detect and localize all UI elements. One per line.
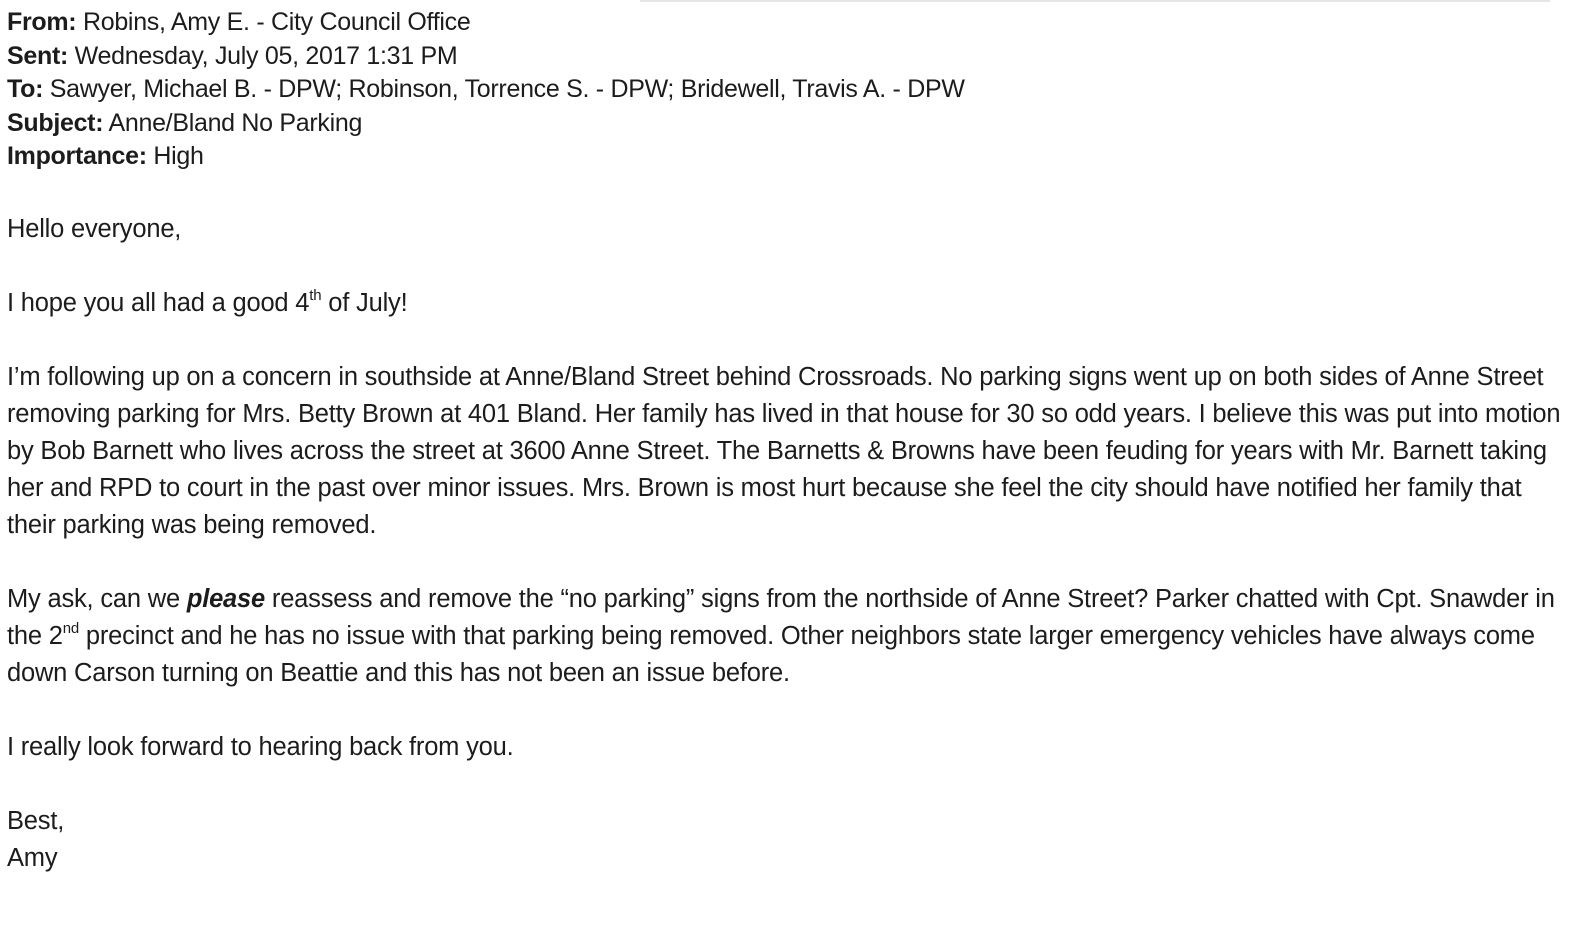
importance-label: Importance: <box>7 142 147 170</box>
from-line <box>7 6 1567 40</box>
paragraph-concern: I’m following up on a concern in southside at Anne/Bland Street behind Crossroads. No parking signs went up on both sides of Anne Street removing parking for Mrs. Betty Brown at 401 Bland. Her family has lived in that house for 30 so odd years. I believe this was put into motion by Bob Barnett who lives across the street at 3600 Anne Street. The Barnetts & Browns have been feuding for years with Mr. Barnett taking her and RPD to court in the past over minor issues. Mrs. Brown is most hurt because she feel the city should have notified her family that their parking was being removed. <box>7 362 1561 539</box>
ordinal-suffix-th: th <box>309 286 322 304</box>
email-body <box>7 211 1567 877</box>
email-header <box>7 6 1567 174</box>
subject-label: Subject: <box>7 108 104 137</box>
emphasis-please: please <box>186 584 266 613</box>
paragraph-holiday-text-a: I hope you all had a good 4 <box>7 288 310 317</box>
email-message <box>7 6 1567 877</box>
sign-off: Best, <box>7 806 65 835</box>
paragraph-request-text-b: reassess and remove the “no parking” signs from the northside of Anne Street? Parker chatted with Cpt. Snawder in the 2 <box>7 584 1555 650</box>
from-label: From: <box>7 8 77 36</box>
scan-top-edge-line <box>640 0 1550 2</box>
subject-line <box>7 107 1567 141</box>
paragraph-holiday-text-b: of July! <box>321 288 408 317</box>
paragraph-request-text-c: precinct and he has no issue with that parking being removed. Other neighbors state larger emergency vehicles have always come down Carson turning on Beattie and this has not been an issue before. <box>7 621 1535 687</box>
sent-label: Sent: <box>7 41 69 70</box>
signature-name: Amy <box>7 843 58 872</box>
to-label: To: <box>7 75 44 103</box>
to-line <box>7 73 1567 107</box>
paragraph-closing: I really look forward to hearing back from you. <box>7 732 514 761</box>
from-value: Robins, Amy E. - City Council Office <box>76 8 471 36</box>
paragraph-request <box>7 581 1567 692</box>
ordinal-suffix-nd: nd <box>62 619 80 637</box>
importance-line <box>7 140 1567 174</box>
greeting: Hello everyone, <box>7 214 182 243</box>
subject-value: Anne/Bland No Parking <box>103 108 363 137</box>
sent-value: Wednesday, July 05, 2017 1:31 PM <box>68 41 458 70</box>
sent-line <box>7 40 1567 74</box>
to-value: Sawyer, Michael B. - DPW; Robinson, Torrence S. - DPW; Bridewell, Travis A. - DPW <box>43 75 965 103</box>
paragraph-request-text-a: My ask, can we <box>7 584 187 613</box>
importance-value: High <box>146 142 204 170</box>
paragraph-holiday <box>7 285 1567 322</box>
